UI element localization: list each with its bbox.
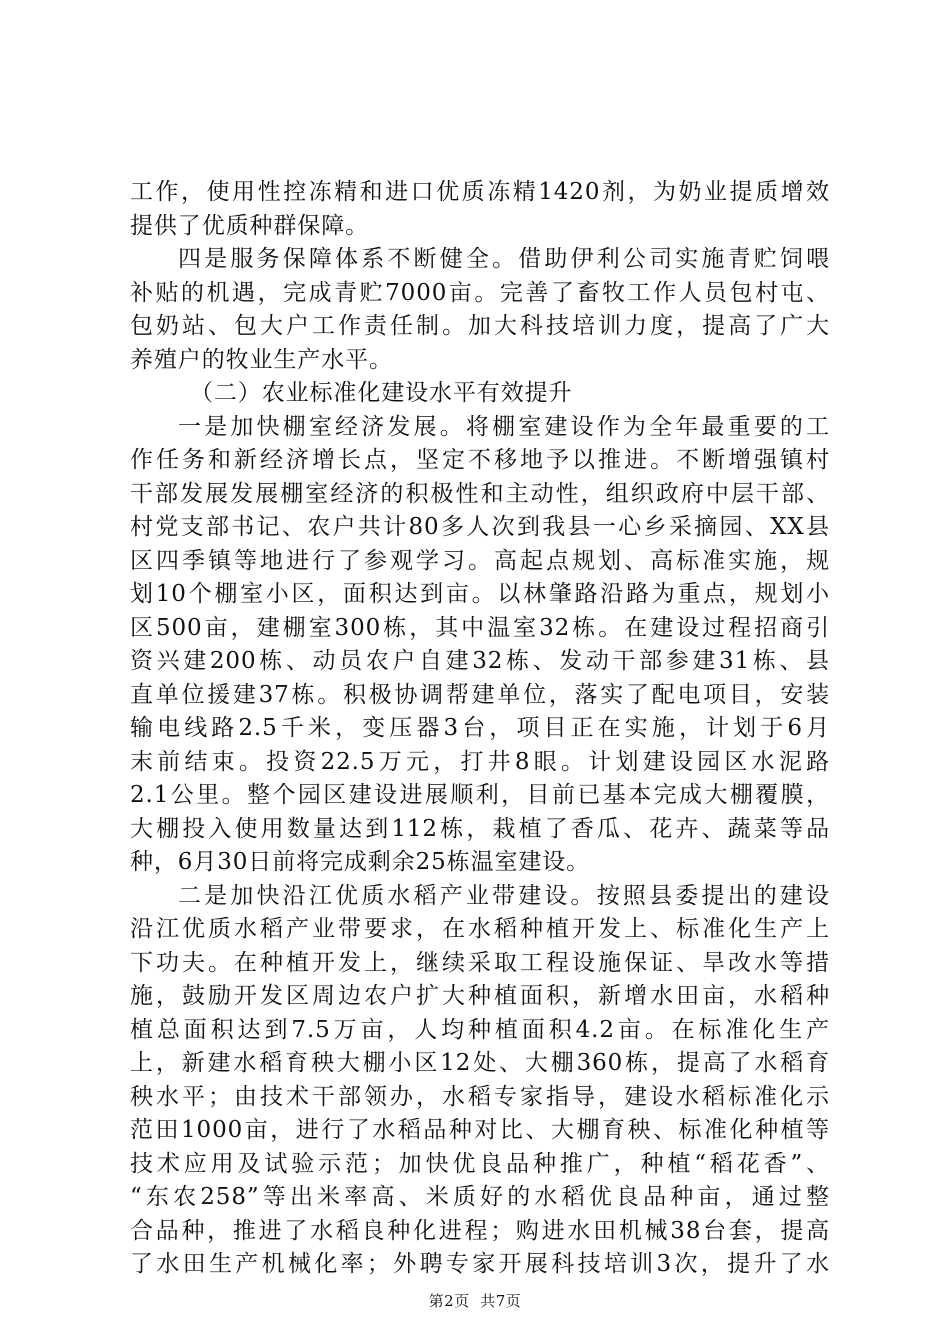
text-line: 四是服务保障体系不断健全。借助伊利公司实施青贮饲喂: [178, 246, 830, 272]
text-line: 施，鼓励开发区周边农户扩大种植面积，新增水田亩，水稻种: [130, 983, 830, 1009]
text-line: 村党支部书记、农户共计80多人次到我县一心乡采摘园、XX县: [130, 514, 830, 540]
text-line: 干部发展发展棚室经济的积极性和主动性，组织政府中层干部、: [130, 480, 830, 507]
text-line: 秧水平；由技术干部领办，水稻专家指导，建设水稻标准化示: [130, 1083, 830, 1110]
text-line: 上，新建水稻育秧大棚小区12处、大棚360栋，提高了水稻育: [130, 1050, 830, 1076]
text-line: 养殖户的牧业生产水平。: [130, 346, 393, 373]
text-line: 补贴的机遇，完成青贮7000亩。完善了畜牧工作人员包村屯、: [130, 279, 830, 306]
text-line: 沿江优质水稻产业带要求，在水稻种植开发上、标准化生产上: [130, 916, 830, 942]
text-line: 资兴建200栋、动员农户自建32栋、发动干部参建31栋、县: [130, 648, 830, 674]
text-line: 2.1公里。整个园区建设进展顺利，目前已基本完成大棚覆膜，: [130, 782, 830, 808]
text-line: 大棚投入使用数量达到112栋，栽植了香瓜、花卉、蔬菜等品: [130, 815, 830, 842]
text-line: 下功夫。在种植开发上，继续采取工程设施保证、旱改水等措: [130, 949, 830, 976]
text-line: 了水田生产机械化率；外聘专家开展科技培训3次，提升了水: [130, 1251, 830, 1277]
text-line: “东农258”等出米率高、米质好的水稻优良品种亩，通过整: [130, 1184, 830, 1210]
text-line: 末前结束。投资22.5万元，打井8眼。计划建设园区水泥路: [130, 748, 830, 775]
text-line: 二是加快沿江优质水稻产业带建设。按照县委提出的建设: [178, 882, 830, 909]
text-line: 输电线路2.5千米，变压器3台，项目正在实施，计划于6月: [130, 715, 830, 741]
text-line: 技术应用及试验示范；加快优良品种推广，种植“稻花香”、: [130, 1150, 830, 1177]
text-line: 合品种，推进了水稻良种化进程；购进水田机械38台套，提高: [130, 1217, 830, 1244]
text-line: 范田1000亩，进行了水稻品种对比、大棚育秧、标准化种植等: [130, 1117, 830, 1143]
text-line: 工作，使用性控冻精和进口优质冻精1420剂，为奶业提质增效: [130, 179, 830, 205]
text-line: 区500亩，建棚室300栋，其中温室32栋。在建设过程招商引: [130, 614, 830, 641]
text-line: 直单位援建37栋。积极协调帮建单位，落实了配电项目，安装: [130, 681, 830, 708]
page-total: 共7页: [480, 1292, 522, 1310]
text-line: 提供了优质种群保障。: [130, 212, 369, 239]
text-line: 包奶站、包大户工作责任制。加大科技培训力度，提高了广大: [130, 313, 830, 339]
section-heading: （二）农业标准化建设水平有效提升: [190, 380, 573, 406]
text-line: 一是加快棚室经济发展。将棚室建设作为全年最重要的工: [178, 413, 830, 440]
text-line: 植总面积达到7.5万亩，人均种植面积4.2亩。在标准化生产: [130, 1016, 830, 1043]
text-line: 作任务和新经济增长点，坚定不移地予以推进。不断增强镇村: [130, 447, 830, 473]
text-line: 划10个棚室小区，面积达到亩。以林肇路沿路为重点，规划小: [130, 581, 830, 607]
body-text: [130, 176, 830, 1282]
text-line: 种，6月30日前将完成剩余25栋温室建设。: [130, 849, 591, 875]
text-line: 区四季镇等地进行了参观学习。高起点规划、高标准实施，规: [130, 547, 830, 574]
page-footer: [0, 1290, 950, 1311]
page-number: 第2页: [428, 1292, 470, 1310]
